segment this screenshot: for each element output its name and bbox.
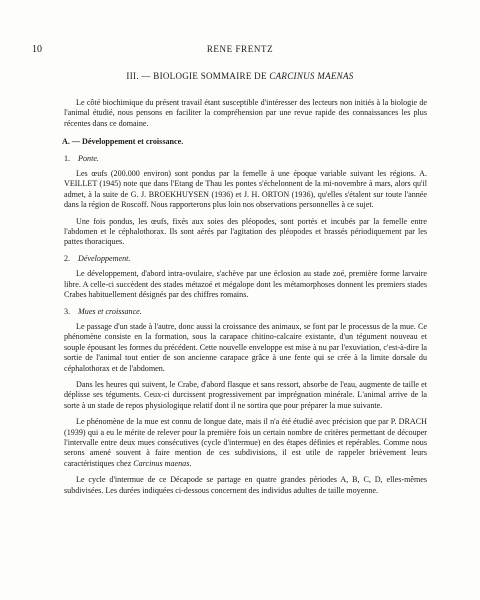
subheading-developpement	[64, 254, 427, 264]
body-text	[64, 98, 427, 502]
paragraph: Le développement, d'abord intra-ovulaire, s'achève par une éclosion au stade zoé, première forme larvaire libre. A celle-ci succèdent des stades métazoé et mégalope dont les métamorphoses donnent les premiers stades Crabes habituellement désignés par des chiffres romains.	[64, 269, 427, 300]
section-title	[0, 71, 480, 81]
species-name: Carcinus maenas	[133, 458, 190, 468]
subheading-mues	[64, 307, 427, 317]
subheading-ponte	[64, 154, 427, 164]
paragraph: Une fois pondus, les œufs, fixés aux soies des pléopodes, sont portés et incubés par la femelle entre l'abdomen et le céphalothorax. Ils sont aérés par l'agitation des pléopodes et brassés périodiquement par les pattes thoraciques.	[64, 216, 427, 247]
subheading-title: Mues et croissance.	[78, 306, 142, 316]
running-head: RENE FRENTZ	[206, 44, 274, 54]
paragraph: Dans les heures qui suivent, le Crabe, d'abord flasque et sans ressort, absorbe de l'eau, augmente de taille et déplisse ses téguments. Ceux-ci durcissent progressivement par imprégnation minérale. L'animal arrive de la sorte à un stade de repos physiologique relatif dont il ne sortira que pour préparer la mue suivante.	[64, 379, 427, 410]
section-title-prefix: III. — BIOLOGIE SOMMAIRE DE	[126, 71, 267, 81]
subheading-number: 3.	[64, 306, 71, 316]
section-heading-a: A. — Développement et croissance.	[62, 137, 184, 147]
subheading-title: Développement.	[78, 253, 131, 263]
page-number: 10	[32, 44, 42, 55]
paragraph	[64, 417, 427, 469]
paragraph-text: Le phénomène de la mue est connu de longue date, mais il n'a été étudié avec précision que par P. DRACH (1939) qui a eu le mérite de relever pour la première fois un certain nombre de critères permettant de découper l'intervalle entre deux mues consécutives (cycle d'intermue) en des étapes définies et repérables. Comme nous serons amené souvent à faire mention de ces subdivisions, il est utile de rappeler brièvement leurs caractéristiques chez	[64, 417, 427, 468]
subheading-number: 1.	[64, 153, 71, 163]
intro-paragraph: Le côté biochimique du présent travail étant susceptible d'intéresser des lecteurs non initiés à la biologie de l'animal étudié, nous pensons en faciliter la compréhension par une revue rapide des connaissances les plus récentes dans ce domaine.	[64, 98, 427, 128]
section-title-species: CARCINUS MAENAS	[269, 71, 354, 81]
paragraph: Le passage d'un stade à l'autre, donc aussi la croissance des animaux, se font par le processus de la mue. Ce phénomène consiste en la formation, sous la carapace chitino-calcaire existante, d'un tégument nouveau et souple épousant les formes du précédent. Cette nouvelle enveloppe est mise à nu par l'exuviation, c'est-à-dire la sortie de l'animal tout entier de son ancienne carapace grâce à une fente qui se crée à la limite dorsale du céphalothorax et de l'abdomen.	[64, 321, 427, 373]
subheading-title: Ponte.	[78, 153, 99, 163]
paragraph: Les œufs (200.000 environ) sont pondus par la femelle à une époque variable suivant les régions. A. VEILLET (1945) note que dans l'Etang de Thau les pontes s'échelonnent de la mi-novembre à mars, alors qu'il admet, à la suite de G. J. BROEKHUYSEN (1936) et J. H. ORTON (1936), qu'elles s'étalent sur toute l'année dans la région de Roscoff. Nous rapporterons plus loin nos observations personnelles à ce sujet.	[64, 169, 427, 210]
paragraph-end: .	[189, 458, 192, 468]
paragraph: Le cycle d'intermue de ce Décapode se partage en quatre grandes périodes A, B, C, D, elles-mêmes subdivisées. Les durées indiquées ci-dessous concernent des individus adultes de taille moyenne.	[64, 475, 427, 495]
subheading-number: 2.	[64, 253, 71, 263]
